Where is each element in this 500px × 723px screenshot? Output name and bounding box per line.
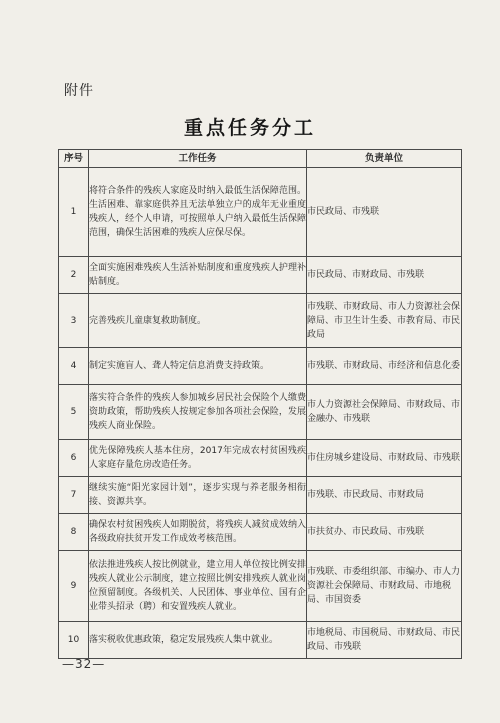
page-title: 重点任务分工 <box>183 117 316 139</box>
row-number: 3 <box>59 294 89 348</box>
row-number: 4 <box>59 348 89 385</box>
row-number: 1 <box>59 168 89 257</box>
table-row <box>59 294 462 348</box>
table-row <box>59 622 462 659</box>
annex-label: 附件 <box>64 83 94 99</box>
row-unit: 市残联、市财政局、市人力资源社会保障局、市卫生计生委、市教育局、市民政局 <box>307 294 462 348</box>
row-number: 9 <box>59 551 89 622</box>
table-row <box>59 168 462 257</box>
row-task: 继续实施“阳光家园计划”，逐步实现与养老服务相衔接、资源共享。 <box>89 477 307 514</box>
row-task: 将符合条件的残疾人家庭及时纳入最低生活保障范围。生活困难、靠家庭供养且无法单独立户的成年无业重度残疾人，经个人申请，可按照单人户纳入最低生活保障范围，确保生活困难的残疾人应保尽保。 <box>89 168 307 257</box>
row-task: 确保农村贫困残疾人如期脱贫，将残疾人减贫成效纳入各级政府扶贫开发工作成效考核范围。 <box>89 514 307 551</box>
row-number: 10 <box>59 622 89 659</box>
task-table <box>58 149 462 659</box>
row-task: 落实税收优惠政策，稳定发展残疾人集中就业。 <box>89 622 307 659</box>
row-number: 5 <box>59 385 89 440</box>
row-unit: 市民政局、市财政局、市残联 <box>307 257 462 294</box>
row-number: 8 <box>59 514 89 551</box>
table-row <box>59 385 462 440</box>
row-number: 6 <box>59 440 89 477</box>
row-unit: 市残联、市民政局、市财政局 <box>307 477 462 514</box>
table-row <box>59 514 462 551</box>
row-unit: 市地税局、市国税局、市财政局、市民政局、市残联 <box>307 622 462 659</box>
table-row <box>59 440 462 477</box>
row-number: 7 <box>59 477 89 514</box>
table-row <box>59 348 462 385</box>
header-number: 序号 <box>59 150 89 168</box>
row-task: 优先保障残疾人基本住房，2017年完成农村贫困残疾人家庭存量危房改造任务。 <box>89 440 307 477</box>
row-task: 全面实施困难残疾人生活补贴制度和重度残疾人护理补贴制度。 <box>89 257 307 294</box>
row-unit: 市扶贫办、市民政局、市残联 <box>307 514 462 551</box>
header-unit: 负责单位 <box>307 150 462 168</box>
row-task: 落实符合条件的残疾人参加城乡居民社会保险个人缴费资助政策，帮助残疾人按规定参加各项社会保险，发展残疾人商业保险。 <box>89 385 307 440</box>
row-unit: 市住房城乡建设局、市财政局、市残联 <box>307 440 462 477</box>
row-unit: 市民政局、市残联 <box>307 168 462 257</box>
page-number: —32— <box>62 657 106 671</box>
row-task: 制定实施盲人、聋人特定信息消费支持政策。 <box>89 348 307 385</box>
table-row <box>59 477 462 514</box>
row-number: 2 <box>59 257 89 294</box>
table-header-row <box>59 150 462 168</box>
row-unit: 市残联、市委组织部、市编办、市人力资源社会保障局、市财政局、市地税局、市国资委 <box>307 551 462 622</box>
header-task: 工作任务 <box>89 150 307 168</box>
row-unit: 市残联、市财政局、市经济和信息化委 <box>307 348 462 385</box>
row-task: 完善残疾儿童康复救助制度。 <box>89 294 307 348</box>
row-unit: 市人力资源社会保障局、市财政局、市金融办、市残联 <box>307 385 462 440</box>
table-row <box>59 551 462 622</box>
table-row <box>59 257 462 294</box>
row-task: 依法推进残疾人按比例就业，建立用人单位按比例安排残疾人就业公示制度，建立按照比例安排残疾人就业岗位预留制度。各级机关、人民团体、事业单位、国有企业带头招录（聘）和安置残疾人就业。 <box>89 551 307 622</box>
